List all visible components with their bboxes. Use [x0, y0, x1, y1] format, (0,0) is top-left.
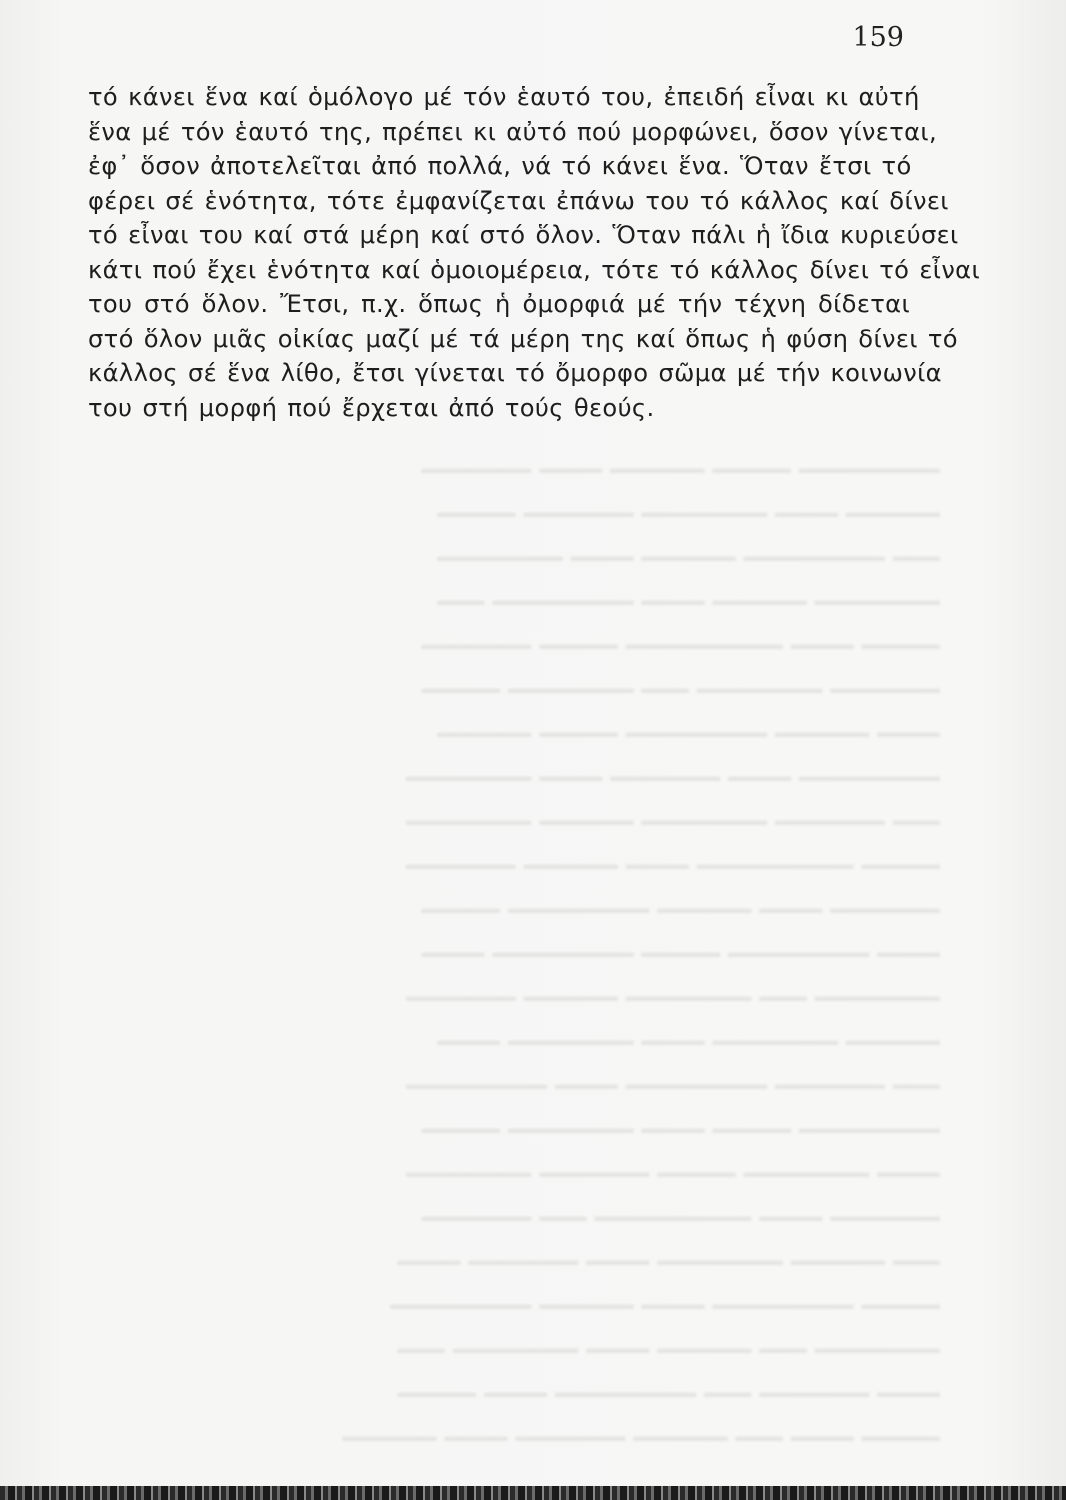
- text-line: ἕνα μέ τόν ἑαυτό της, πρέπει κι αὐτό πού μορφώνει, ὅσον γίνεται,: [88, 117, 937, 146]
- text-line: κάλλος σέ ἕνα λίθο, ἔτσι γίνεται τό ὄμορφο σῶμα μέ τήν κοινωνία: [88, 359, 942, 387]
- page-number: 159: [852, 22, 904, 53]
- show-through-texture: ━━━━━ ━━━━ ━━━ ━━━━━━ ━━━━━━━ ━━━━ ━━━━━━ ━━━━ ━━━━━━━ ━━━ ━━━━━━━━━ ━━━━ ━━━━━ ━━━━━━━━ ━━━ ━━━━━━ ━━━━ ━━━━━━━━ ━━━ ━━━━━ ━━━━━━━━━ ━━━━ ━━━━━━ ━━━━━━━━━ ━━━ ━━━━━━ ━━━━━━━━ ━━━━ ━━━━━━━ ━━━━ ━━━━━━━ ━━━━ ━━━━━━━━━━ ━━━ ━━━━━━━ ━━━━ ━━━━━━━━ ━━━━━ ━━━━━━━ ━━━━━━━━ ━━━━━━━━━ ━━━━━ ━━━━ ━━━━━━━━ ━━━━━ ━━━ ━━━━━━━ ━━━━━━━━━ ━━━━ ━━━━━━━━━ ━━━━━━ ━━━━━━━━ ━━━━ ━━━━━━━━ ━━━━ ━━━━━━━━ ━━━ ━━━━━━━━ ━━━━━━ ━━━━━━━ ━━━━ ━━━━━━━━━ ━━━━━ ━━━━━━━━━ ━━━━ ━━━━━━━ ━━━━ ━━━━━━ ━━━━━━━━━ ━━━━━ ━━━━━ ━━━━━━━━━━ ━━━━ ━━━━━━ ━━━━━━━ ━━━ ━━━━━━━ ━━━━━━━━ ━━━━━━ ━━━━━━━━ ━━━━━━━━━ ━━━━ ━━━━━━━ ━━━━ ━━━━━━━━ ━━━━ ━━━━━━ ━━━━━━━━━ ━━━━━ ━━━━━━ ━━━━━━━ ━━━━━━━━ ━━━ ━━━━━━━━ ━━━━━ ━━━━━ ━━━━ ━━━━━━━━━━ ━━━━━ ━━━━━━━ ━━━━━━━━ ━━━━━━ ━━━━ ━━━━━━━━━ ━━━ ━━━ ━━━━━━━━━ ━━━━━━ ━━━━ ━━━━━━━━ ━━━━━━ ━━━━ ━━━━━━━━ ━━━━━━━ ━━━━━ ━━━━━━━━━ ━━━━━ ━━━━━━ ━━━━ ━━━━━━━: [342, 455, 940, 1453]
- text-line: του στή μορφή πού ἔρχεται ἀπό τούς θεούς.: [88, 393, 655, 422]
- text-line: τό εἶναι του καί στά μέρη καί στό ὅλον. Ὅταν πάλι ἡ ἴδια κυριεύσει: [88, 221, 959, 249]
- text-line: τό κάνει ἕνα καί ὁμόλογο μέ τόν ἑαυτό του, ἐπειδή εἶναι κι αὐτή: [88, 83, 920, 111]
- body-paragraph: [88, 80, 981, 425]
- text-line: του στό ὅλον. Ἔτσι, π.χ. ὅπως ἡ ὀμορφιά μέ τήν τέχνη δίδεται: [88, 290, 910, 318]
- text-line: φέρει σέ ἑνότητα, τότε ἐμφανίζεται ἐπάνω του τό κάλλος καί δίνει: [88, 186, 949, 215]
- text-line: στό ὅλον μιᾶς οἰκίας μαζί μέ τά μέρη της καί ὅπως ἡ φύση δίνει τό: [88, 324, 958, 353]
- text-line: ἐφ᾽ ὅσον ἀποτελεῖται ἀπό πολλά, νά τό κάνει ἕνα. Ὅταν ἔτσι τό: [88, 152, 912, 180]
- text-line: κάτι πού ἔχει ἑνότητα καί ὁμοιομέρεια, τότε τό κάλλος δίνει τό εἶναι: [88, 255, 981, 284]
- scan-edge-strip: [0, 1486, 1066, 1500]
